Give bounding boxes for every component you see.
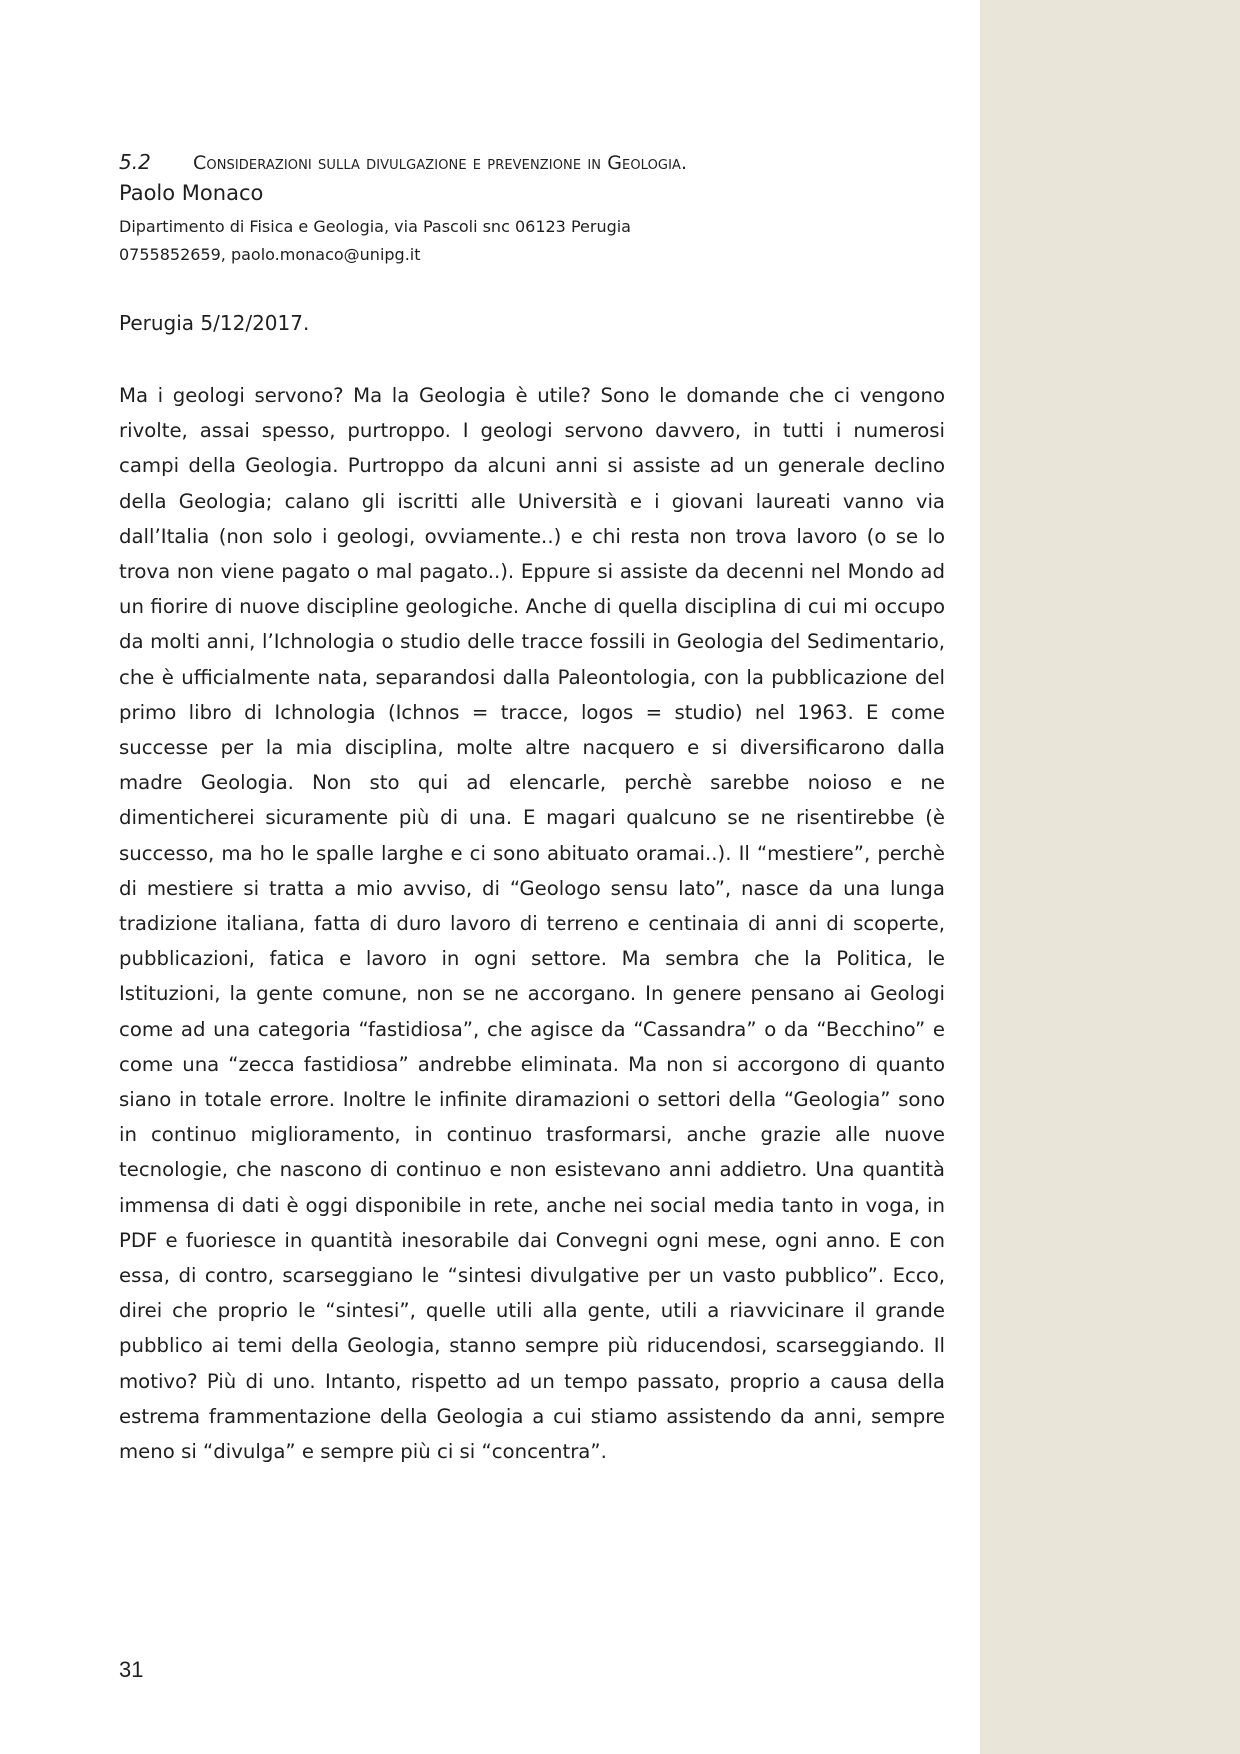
section-heading xyxy=(119,148,945,177)
author-affiliation: Dipartimento di Fisica e Geologia, via Pascoli snc 06123 Perugia xyxy=(119,217,631,236)
author-contact: 0755852659, paolo.monaco@unipg.it xyxy=(119,245,421,264)
section-number: 5.2 xyxy=(119,150,151,174)
section-title: Considerazioni sulla divulgazione e prevenzione in Geologia. xyxy=(193,152,688,174)
decorative-side-band xyxy=(980,0,1240,1754)
body-paragraph: Ma i geologi servono? Ma la Geologia è utile? Sono le domande che ci vengono rivolte, assai spesso, purtroppo. I geologi servono davvero, in tutti i numerosi campi della Geologia. Purtroppo da alcuni anni si assiste ad un generale declino della Geologia; calano gli iscritti alle Università e i giovani laureati vanno via dall’Italia (non solo i geologi, ovviamente..) e chi resta non trova lavoro (o se lo trova non viene pagato o mal pagato..). Eppure si assiste da decenni nel Mondo ad un fiorire di nuove discipline geologiche. Anche di quella disciplina di cui mi occupo da molti anni, l’Ichnologia o studio delle tracce fossili in Geologia del Sedimentario, che è ufficialmente nata, separandosi dalla Paleontologia, con la pubblicazione del primo libro di Ichnologia (Ichnos = tracce, logos = studio) nel 1963. E come successe per la mia disciplina, molte altre nacquero e si diversificarono dalla madre Geologia. Non sto qui ad elencarle, perchè sarebbe noioso e ne dimenticherei sicuramente più di una. E magari qualcuno se ne risentirebbe (è successo, ma ho le spalle larghe e ci sono abituato oramai..). Il “mestiere”, perchè di mestiere si tratta a mio avviso, di “Geologo sensu lato”, nasce da una lunga tradizione italiana, fatta di duro lavoro di terreno e centinaia di anni di scoperte, pubblicazioni, fatica e lavoro in ogni settore. Ma sembra che la Politica, le Istituzioni, la gente comune, non se ne accorgano. In genere pensano ai Geologi come ad una categoria “fastidiosa”, che agisce da “Cassandra” o da “Becchino” e come una “zecca fastidiosa” andrebbe eliminata. Ma non si accorgono di quanto siano in totale errore. Inoltre le infinite diramazioni o settori della “Geologia” sono in continuo miglioramento, in continuo trasformarsi, anche grazie alle nuove tecnologie, che nascono di continuo e non esistevano anni addietro. Una quantità immensa di dati è oggi disponibile in rete, anche nei social media tanto in voga, in PDF e fuoriesce in quantità inesorabile dai Convegni ogni mese, ogni anno. E con essa, di contro, scarseggiano le “sintesi divulgative per un vasto pubblico”. Ecco, direi che proprio le “sintesi”, quelle utili alla gente, utili a riavvicinare il grande pubblico ai temi della Geologia, stanno sempre più riducendosi, scarseggiando. Il motivo? Più di uno. Intanto, rispetto ad un tempo passato, proprio a causa della estrema frammentazione della Geologia a cui stiamo assistendo da anni, sempre meno si “divulga” e sempre più ci si “concentra”. xyxy=(119,384,945,1464)
page-content xyxy=(119,148,945,1469)
page-number: 31 xyxy=(119,1657,144,1682)
author-name: Paolo Monaco xyxy=(119,181,264,205)
date-line: Perugia 5/12/2017. xyxy=(119,311,310,335)
